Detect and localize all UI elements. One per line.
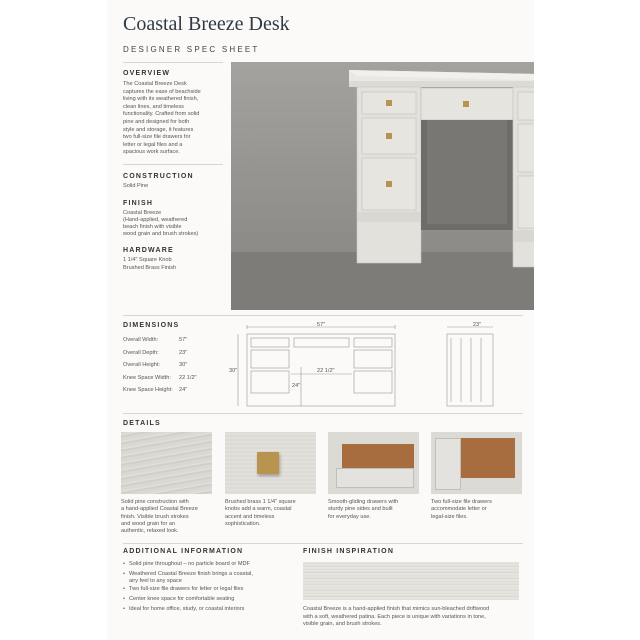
list-item: • Ideal for home office, study, or coastal interiors bbox=[123, 605, 293, 615]
dimension-label: Knee Space Height: bbox=[123, 387, 173, 394]
detail-image-open-drawer bbox=[328, 432, 419, 494]
additional-info bbox=[123, 548, 293, 615]
details-grid bbox=[121, 432, 521, 544]
caption-line: Two full-size file drawers bbox=[431, 499, 492, 505]
divider bbox=[123, 413, 523, 414]
list-item: • Two full-size file drawers for letter or legal files bbox=[123, 585, 293, 595]
file-drawer-interior bbox=[461, 438, 515, 478]
front-width-label: 57" bbox=[316, 322, 326, 328]
finish-inspiration-heading: FINISH INSPIRATION bbox=[303, 548, 395, 555]
overview-line: clean lines, and timeless bbox=[123, 103, 184, 110]
brass-knob-icon bbox=[257, 452, 279, 474]
dimension-value: 30" bbox=[179, 362, 188, 369]
detail-caption bbox=[121, 499, 212, 535]
detail-caption bbox=[431, 499, 522, 521]
finish-heading: FINISH bbox=[123, 199, 154, 207]
finish-swatch bbox=[303, 562, 519, 600]
caption-line: sturdy pine sides and built bbox=[328, 506, 393, 513]
details-heading: DETAILS bbox=[123, 420, 161, 427]
dimension-value: 23" bbox=[179, 349, 188, 356]
dimensions-heading: DIMENSIONS bbox=[123, 322, 180, 329]
dimension-drawing bbox=[229, 322, 523, 412]
dimension-label: Overall Depth: bbox=[123, 349, 159, 356]
caption-line: accommodate letter or bbox=[431, 506, 487, 513]
divider bbox=[123, 543, 523, 544]
dimension-value: 22 1/2" bbox=[179, 374, 197, 381]
desk-illustration bbox=[231, 62, 534, 310]
caption-line: accent and timeless bbox=[225, 513, 275, 520]
dimension-label: Overall Width: bbox=[123, 337, 159, 344]
caption-line: sophistication. bbox=[225, 520, 261, 527]
overview-line: living with its weathered finish, bbox=[123, 96, 199, 103]
dimension-label: Overall Height: bbox=[123, 362, 160, 369]
overview-line: pine and designed for both bbox=[123, 118, 190, 125]
hardware-line: 1 1/4" Square Knob bbox=[123, 257, 172, 264]
finish-line: wood grain and brush strokes) bbox=[123, 231, 199, 238]
construction-value: Solid Pine bbox=[123, 182, 149, 189]
caption-line: for everyday use. bbox=[328, 513, 371, 520]
list-item: • Center knee space for comfortable seating bbox=[123, 595, 293, 605]
list-item: • Weathered Coastal Breeze finish brings a coastal, bbox=[123, 570, 293, 580]
spec-sheet bbox=[107, 0, 534, 640]
drawer-front bbox=[336, 468, 414, 488]
detail-card bbox=[225, 432, 316, 528]
overview-line: The Coastal Breeze Desk bbox=[123, 81, 187, 87]
caption-line: Brushed brass 1 1/4" square bbox=[225, 499, 296, 505]
overview-line: letter or legal files and a bbox=[123, 141, 183, 148]
overview-line: spacious work surface. bbox=[123, 149, 180, 156]
detail-card bbox=[328, 432, 419, 521]
file-drawer-front bbox=[435, 438, 461, 490]
finish-inspiration bbox=[303, 548, 523, 629]
overview-line: captures the ease of beachside bbox=[123, 88, 201, 95]
additional-list bbox=[123, 560, 293, 615]
caption-line: knobs add a warm, coastal bbox=[225, 506, 292, 513]
additional-heading: ADDITIONAL INFORMATION bbox=[123, 548, 244, 555]
side-depth-label: 23" bbox=[472, 322, 482, 328]
list-item: • Solid pine throughout – no particle board or MDF bbox=[123, 560, 293, 570]
finish-inspiration-line: with a soft, weathered patina. Each piece is unique with variations in tone, bbox=[303, 613, 486, 620]
sidebar bbox=[123, 70, 223, 273]
divider bbox=[123, 62, 223, 63]
hardware-line: Brushed Brass Finish bbox=[123, 264, 177, 271]
detail-image-knob bbox=[225, 432, 316, 494]
caption-line: Solid pine construction with bbox=[121, 499, 189, 505]
side-elevation bbox=[447, 327, 493, 406]
divider bbox=[123, 164, 223, 165]
product-photo bbox=[231, 62, 534, 310]
detail-image-wood-grain bbox=[121, 432, 212, 494]
list-item-continuation: airy feel to any space bbox=[129, 577, 182, 584]
finish-text bbox=[123, 210, 223, 239]
caption-line: finish. Visible brush strokes bbox=[121, 513, 189, 520]
overview-heading: OVERVIEW bbox=[123, 70, 171, 77]
detail-caption bbox=[328, 499, 419, 521]
caption-line: a hand-applied Coastal Breeze bbox=[121, 506, 198, 513]
divider bbox=[123, 315, 523, 316]
dimension-label: Knee Space Width: bbox=[123, 374, 171, 381]
hardware-text bbox=[123, 257, 223, 272]
front-elevation bbox=[238, 325, 395, 406]
detail-image-file-drawer bbox=[431, 432, 522, 494]
knee-width-label: 22 1/2" bbox=[317, 368, 335, 374]
overview-line: style and storage, it features bbox=[123, 126, 194, 133]
overview-line: two full-size file drawers for bbox=[123, 134, 191, 141]
hardware-heading: HARDWARE bbox=[123, 247, 174, 255]
finish-inspiration-line: visible grain, and brush strokes. bbox=[303, 621, 382, 628]
finish-inspiration-text bbox=[303, 606, 523, 629]
caption-line: Smooth-gliding drawers with bbox=[328, 499, 399, 505]
detail-card bbox=[121, 432, 212, 535]
dimension-value: 57" bbox=[179, 337, 188, 344]
caption-line: authentic, relaxed look. bbox=[121, 528, 179, 535]
caption-line: and wood grain for an bbox=[121, 520, 176, 527]
finish-line: Coastal Breeze bbox=[123, 209, 162, 216]
construction-heading: CONSTRUCTION bbox=[123, 172, 194, 180]
dimensions-section bbox=[123, 322, 523, 412]
detail-card bbox=[431, 432, 522, 521]
page-subtitle: DESIGNER SPEC SHEET bbox=[123, 45, 260, 54]
knee-height-label: 24" bbox=[292, 383, 301, 389]
front-height-label: 30" bbox=[229, 368, 238, 374]
page-title: Coastal Breeze Desk bbox=[123, 13, 290, 35]
overview-line: functionality. Crafted from solid bbox=[123, 111, 200, 118]
finish-line: (Hand-applied, weathered bbox=[123, 216, 188, 223]
finish-inspiration-line: Coastal Breeze is a hand-applied finish that mimics sun-bleached driftwood bbox=[303, 606, 490, 612]
caption-line: legal-size files. bbox=[431, 513, 468, 520]
overview-text bbox=[123, 81, 223, 157]
dimension-value: 24" bbox=[179, 387, 188, 394]
finish-line: beach finish with visible bbox=[123, 223, 182, 230]
detail-caption bbox=[225, 499, 316, 528]
